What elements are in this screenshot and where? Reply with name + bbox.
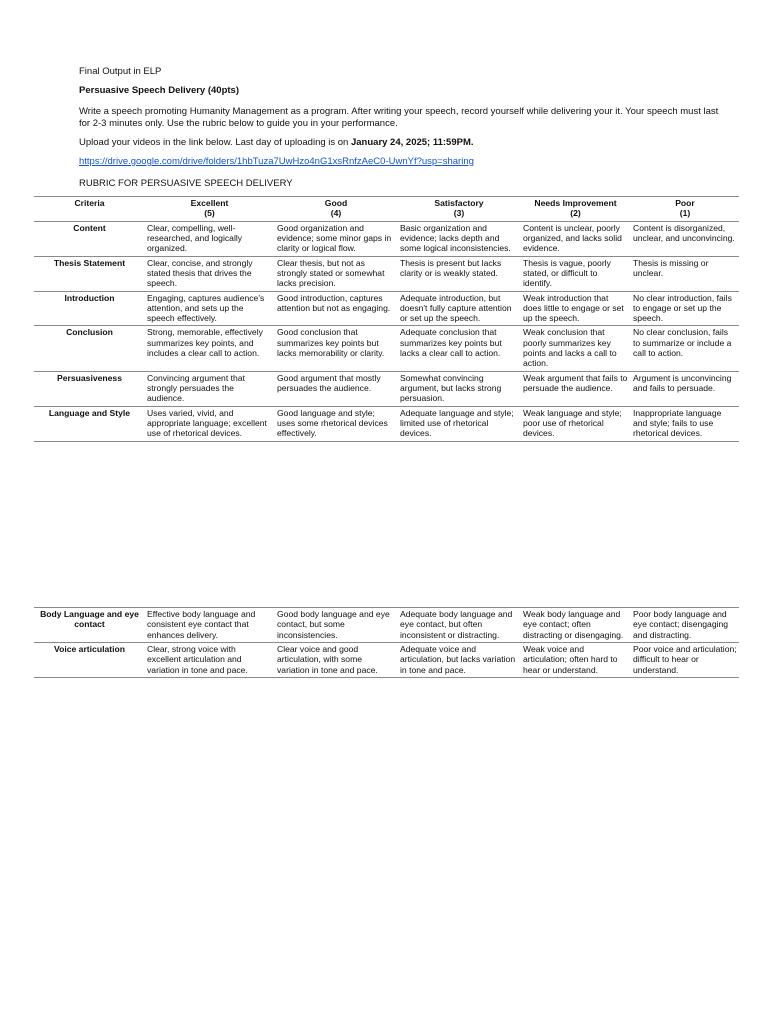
- rubric-cell: Weak language and style; poor use of rhetorical devices.: [520, 406, 630, 441]
- rubric-cell: Poor body language and eye contact; disengaging and distracting.: [630, 608, 739, 643]
- rubric-cell: Good introduction, captures attention but not as engaging.: [274, 291, 397, 326]
- criteria-cell: Conclusion: [34, 326, 144, 371]
- rubric-table-continued: [34, 607, 739, 678]
- rubric-cell: Clear, compelling, well-researched, and logically organized.: [144, 221, 274, 256]
- rubric-header-cell: [34, 197, 144, 222]
- rubric-cell: Somewhat convincing argument, but lacks strong persuasion.: [397, 371, 520, 406]
- rubric-cell: Thesis is vague, poorly stated, or difficult to identify.: [520, 256, 630, 291]
- rubric-header-score: (2): [570, 208, 581, 219]
- rubric-header-row: [34, 197, 739, 222]
- rubric-cell: Weak argument that fails to persuade the audience.: [520, 371, 630, 406]
- table-row: [34, 326, 739, 371]
- rubric-header-cell: [630, 197, 739, 222]
- table-row: [34, 371, 739, 406]
- criteria-cell: Thesis Statement: [34, 256, 144, 291]
- rubric-header-label: Excellent: [190, 198, 229, 208]
- upload-link[interactable]: https://drive.google.com/drive/folders/1hbTuza7UwHzo4nG1xsRnfzAeC0-UwnYf?usp=sharing: [79, 156, 474, 167]
- rubric-cell: Inappropriate language and style; fails to use rhetorical devices.: [630, 406, 739, 441]
- rubric-cell: Convincing argument that strongly persuades the audience.: [144, 371, 274, 406]
- rubric-cell: Basic organization and evidence; lacks depth and some logical inconsistencies.: [397, 221, 520, 256]
- rubric-cell: Uses varied, vivid, and appropriate language; excellent use of rhetorical devices.: [144, 406, 274, 441]
- rubric-cell: No clear introduction, fails to engage or set up the speech.: [630, 291, 739, 326]
- rubric-cell: Good body language and eye contact, but some inconsistencies.: [274, 608, 397, 643]
- rubric-cell: Strong, memorable, effectively summarizes key points, and includes a clear call to action.: [144, 326, 274, 371]
- rubric-cell: Weak conclusion that poorly summarizes key points and lacks a call to action.: [520, 326, 630, 371]
- rubric-header-score: (4): [330, 208, 342, 219]
- rubric-cell: Argument is unconvincing and fails to persuade.: [630, 371, 739, 406]
- rubric-header-label: Good: [324, 198, 348, 208]
- rubric-cell: Thesis is missing or unclear.: [630, 256, 739, 291]
- rubric-header-cell: [144, 197, 274, 222]
- rubric-cell: Adequate language and style; limited use of rhetorical devices.: [397, 406, 520, 441]
- upload-note: [79, 137, 474, 148]
- rubric-header-label: Satisfactory: [434, 198, 484, 208]
- rubric-cell: Content is unclear, poorly organized, and lacks solid evidence.: [520, 221, 630, 256]
- upload-link-line: [79, 156, 474, 167]
- rubric-cell: Clear voice and good articulation, with some variation in tone and pace.: [274, 642, 397, 677]
- rubric-cell: Good conclusion that summarizes key points but lacks memorability or clarity.: [274, 326, 397, 371]
- criteria-cell: Introduction: [34, 291, 144, 326]
- table-row: [34, 406, 739, 441]
- rubric-cell: Adequate voice and articulation, but lacks variation in tone and pace.: [397, 642, 520, 677]
- rubric-cell: Thesis is present but lacks clarity or is weakly stated.: [397, 256, 520, 291]
- upload-prefix: Upload your videos in the link below. Last day of uploading is on: [79, 137, 351, 148]
- doc-instructions: Write a speech promoting Humanity Management as a program. After writing your speech, record yourself while delivering your it. Your speech must last for 2-3 minutes only. Use the rubric below to guide you in your performance.: [79, 106, 719, 129]
- criteria-cell: Voice articulation: [34, 642, 144, 677]
- rubric-cell: Good organization and evidence; some minor gaps in clarity or logical flow.: [274, 221, 397, 256]
- upload-deadline: January 24, 2025; 11:59PM.: [350, 137, 474, 148]
- rubric-cell: Content is disorganized, unclear, and unconvincing.: [630, 221, 739, 256]
- rubric-header-cell: [274, 197, 397, 222]
- rubric-header-label: Criteria: [74, 198, 105, 208]
- rubric-cell: Adequate body language and eye contact, but often inconsistent or distracting.: [397, 608, 520, 643]
- table-row: [34, 221, 739, 256]
- doc-line1: Final Output in ELP: [79, 66, 162, 77]
- rubric-cell: Weak voice and articulation; often hard to hear or understand.: [520, 642, 630, 677]
- rubric-cell: Adequate conclusion that summarizes key points but lacks a clear call to action.: [397, 326, 520, 371]
- table-row: [34, 256, 739, 291]
- rubric-cell: Clear, strong voice with excellent articulation and variation in tone and pace.: [144, 642, 274, 677]
- criteria-cell: Body Language and eye contact: [34, 608, 144, 643]
- rubric-cell: Good argument that mostly persuades the audience.: [274, 371, 397, 406]
- table-row: [34, 608, 739, 643]
- rubric-cell: Adequate introduction, but doesn't fully capture attention or set up the speech.: [397, 291, 520, 326]
- rubric-heading: RUBRIC FOR PERSUASIVE SPEECH DELIVERY: [79, 178, 293, 189]
- table-row: [34, 642, 739, 677]
- criteria-cell: Persuasiveness: [34, 371, 144, 406]
- rubric-header-cell: [397, 197, 520, 222]
- criteria-cell: Content: [34, 221, 144, 256]
- rubric-header-score: (5): [204, 208, 215, 219]
- rubric-cell: No clear conclusion, fails to summarize or include a call to action.: [630, 326, 739, 371]
- table-row: [34, 291, 739, 326]
- rubric-cell: Weak body language and eye contact; often distracting or disengaging.: [520, 608, 630, 643]
- rubric-cell: Effective body language and consistent eye contact that enhances delivery.: [144, 608, 274, 643]
- rubric-cell: Good language and style; uses some rhetorical devices effectively.: [274, 406, 397, 441]
- rubric-cell: Clear, concise, and strongly stated thesis that drives the speech.: [144, 256, 274, 291]
- rubric-cell: Clear thesis, but not as strongly stated or somewhat lacks precision.: [274, 256, 397, 291]
- rubric-cell: Engaging, captures audience's attention, and sets up the speech effectively.: [144, 291, 274, 326]
- rubric-header-label: Needs Improvement: [534, 198, 617, 208]
- rubric-header-label: Poor: [675, 198, 695, 208]
- rubric-header-cell: [520, 197, 630, 222]
- rubric-cell: Weak introduction that does little to engage or set up the speech.: [520, 291, 630, 326]
- rubric-header-score: (1): [679, 208, 691, 219]
- doc-title: Persuasive Speech Delivery (40pts): [79, 85, 240, 96]
- rubric-cell: Poor voice and articulation; difficult to hear or understand.: [630, 642, 739, 677]
- rubric-table: [34, 196, 739, 442]
- rubric-header-score: (3): [453, 208, 465, 219]
- criteria-cell: Language and Style: [34, 406, 144, 441]
